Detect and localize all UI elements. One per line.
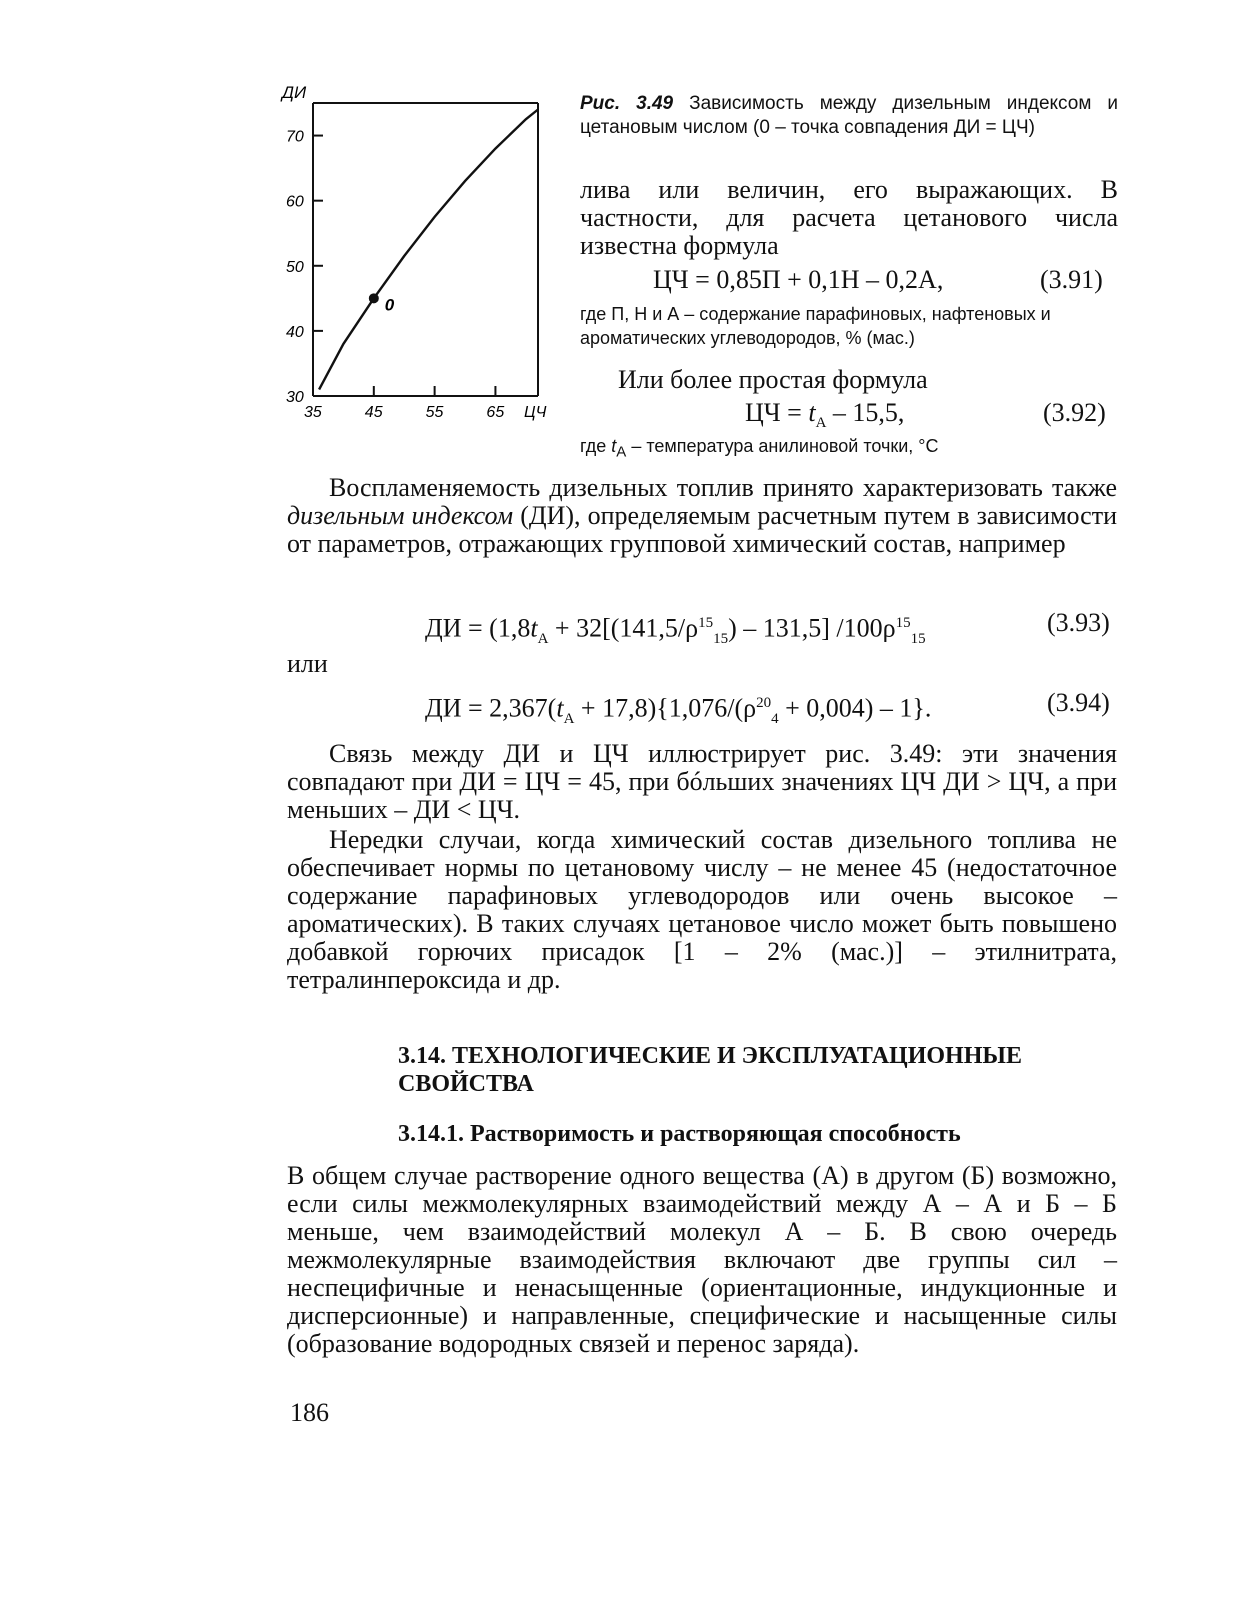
page-number: 186: [290, 1398, 329, 1427]
equation-number-3-94: (3.94): [1047, 688, 1110, 717]
formula-3-92-note: где $t_А$ – температура анилиновой точки, °С: [580, 436, 939, 461]
x-tick-label: 55: [425, 404, 444, 421]
y-tick-label: 70: [286, 128, 304, 146]
coincidence-point-label: 0: [384, 295, 395, 315]
figure-caption-text: Зависимость между дизельным индексом и цетановым числом (0 – точка совпадения ДИ = ЦЧ): [580, 93, 1119, 138]
formula-3-93: ДИ = ($1,8t_А + 32[(141,5/\rho^{15}_{15}) - 131,5]$ $/100\rho^{15}_{15}$: [425, 613, 926, 647]
section-heading-3-14: 3.14. ТЕХНОЛОГИЧЕСКИЕ И ЭКСПЛУАТАЦИОННЫЕ СВОЙСТВА: [398, 1043, 1022, 1097]
y-tick-label: 50: [286, 258, 304, 276]
x-tick-label: 45: [364, 404, 383, 421]
figure-caption-prefix: Рис. 3.49: [580, 93, 674, 114]
paragraph-relation: Связь между ДИ и ЦЧ иллюстрирует рис. 3.49: эти значения совпадают при ДИ = ЦЧ = 45, при бóльших значениях ЦЧ ДИ > ЦЧ, а при меньших – ДИ < ЦЧ.: [287, 739, 1117, 824]
simpler-formula-intro: Или более простая формула: [618, 365, 928, 394]
conjunction-or: или: [287, 649, 328, 678]
equation-number-3-92: (3.92): [1043, 398, 1106, 427]
paragraph-continuation: лива или величин, его выражающих. В частности, для расчета цетанового числа известна формула: [580, 175, 1118, 260]
x-tick-label: 65: [486, 404, 505, 421]
y-tick-label: 40: [286, 323, 304, 341]
figure-caption: [580, 92, 1118, 140]
equation-number-3-93: (3.93): [1047, 608, 1110, 637]
paragraph-solubility: В общем случае растворение одного вещества (А) в другом (Б) возможно, если силы межмолекулярных взаимодействий между А – А и Б – Б меньше, чем взаимодействий молекул А – Б. В свою очередь межмолекулярные взаимодействия включают две группы сил – неспецифичные и ненасыщенные (ориентационные, индукционные и дисперсионные) и направленные, специфические и насыщенные силы (образование водородных связей и перенос заряда).: [287, 1161, 1117, 1358]
formula-3-92: ЦЧ = $t_А - 15,5$,: [745, 398, 905, 432]
coincidence-point-marker: [369, 293, 379, 303]
formula-3-94: ДИ = $2,367(t_А + 17,8)\{1,076/(\rho^{20}_4 + 0,004) - 1\}$.: [425, 693, 932, 727]
y-tick-label: 60: [286, 193, 304, 211]
equation-number-3-91: (3.91): [1040, 265, 1103, 294]
di-vs-cn-curve: [319, 110, 538, 390]
y-tick-label: 30: [286, 389, 304, 406]
subsection-heading-3-14-1: 3.14.1. Растворимость и растворяющая способность: [398, 1121, 961, 1147]
paragraph-diesel-index: Воспламеняемость дизельных топлив принято характеризовать также дизельным индексом (ДИ), определяемым расчетным путем в зависимости от параметров, отражающих групповой химический состав, например: [287, 473, 1117, 558]
x-axis-label: ЦЧ: [524, 404, 547, 421]
x-tick-label: 35: [304, 404, 322, 421]
y-axis-label: ДИ: [282, 83, 307, 102]
formula-3-91: ЦЧ = 0,85П + 0,1Н – 0,2А,: [653, 265, 944, 294]
paragraph-additives: Нередки случаи, когда химический состав дизельного топлива не обеспечивает нормы по цетановому числу – не менее 45 (недостаточное содержание парафиновых углеводородов или очень высокое – ароматических). В таких случаях цетановое число может быть повышено добавкой горючих присадок [1 – 2% (мас.)] – этилнитрата, тетралинпероксида и др.: [287, 825, 1117, 994]
figure-3-49-chart: [280, 80, 570, 425]
formula-3-91-note: где П, Н и А – содержание парафиновых, нафтеновых и ароматических углеводородов, % (мас.): [580, 304, 1051, 348]
